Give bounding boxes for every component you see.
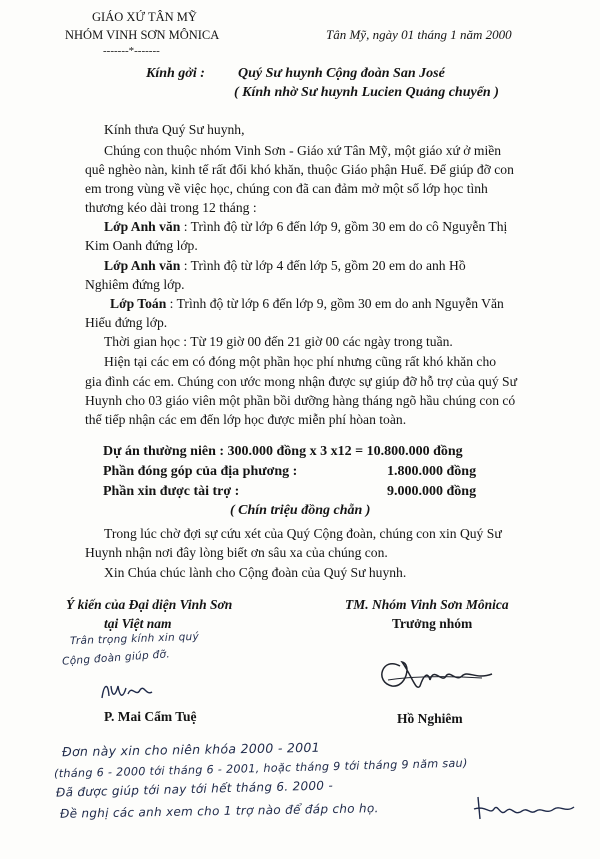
class-detail: : Trình độ từ lớp 6 đến lớp 9, gồm 30 em do anh Nguyễn Văn xyxy=(166,296,504,311)
intro-line: quê nghèo nàn, kinh tế rất đổi khó khăn, thuộc Giáo phận Huế. Để giúp đỡ con xyxy=(85,162,514,177)
left-sign-title-2: tại Việt nam xyxy=(104,616,172,631)
budget-in-words: ( Chín triệu đồng chẵn ) xyxy=(230,503,371,518)
recipient-via: ( Kính nhờ Sư huynh Lucien Quảng chuyển ) xyxy=(234,85,499,100)
request-line: Huynh cho 03 giáo viên một phần bồi dưỡng hàng tháng ngõ hầu chúng con có xyxy=(85,393,516,408)
class-detail: : Trình độ từ lớp 6 đến lớp 9, gồm 30 em do cô Nguyễn Thị xyxy=(180,219,508,234)
handwritten-note-line: Đã được giúp tới nay tới hết tháng 6. 2000 - xyxy=(55,778,334,800)
left-handwritten-note: Cộng đoàn giúp đỡ. xyxy=(61,648,171,668)
budget-annual: Dự án thường niên : 300.000 đồng x 3 x12 = 10.800.000 đồng xyxy=(103,444,463,459)
right-sign-name: Hồ Nghiêm xyxy=(397,711,463,726)
intro-line: thương kéo dài trong 12 tháng : xyxy=(85,200,257,215)
blessing: Xin Chúa chúc lành cho Cộng đoàn của Quý Sư huynh. xyxy=(104,565,407,580)
group-name: NHÓM VINH SƠN MÔNICA xyxy=(65,28,220,42)
budget-local-value: 1.800.000 đồng xyxy=(387,464,477,479)
bottom-signature-mark xyxy=(470,793,580,823)
class-detail-cont: Kim Oanh đứng lớp. xyxy=(85,238,198,253)
class-math xyxy=(110,294,504,313)
intro-line: Chúng con thuộc nhóm Vinh Sơn - Giáo xứ Tân Mỹ, một giáo xứ ở miền xyxy=(104,143,502,158)
left-handwritten-note: Trân trọng kính xin quý xyxy=(69,630,200,648)
request-line: gia đình các em. Chúng con ước mong nhận được sự giúp đỡ hỗ trợ của quý Sư xyxy=(85,374,517,389)
class-english-2 xyxy=(104,256,466,275)
parish-name: GIÁO XỨ TÂN MỸ xyxy=(92,10,197,24)
closing-line: Trong lúc chờ đợi sự cứu xét của Quý Cộng đoàn, chúng con xin Quý Sư xyxy=(104,526,502,541)
class-label: Lớp Anh văn xyxy=(104,258,181,273)
handwritten-note-line: Đơn này xin cho niên khóa 2000 - 2001 xyxy=(61,739,321,760)
closing-line: Huynh nhận nơi đây lòng biết ơn sâu xa của chúng con. xyxy=(85,545,388,560)
handwritten-note-line: (tháng 6 - 2000 tới tháng 6 - 2001, hoặc tháng 9 tới tháng 9 năm sau) xyxy=(53,756,468,781)
recipient: Quý Sư huynh Cộng đoàn San José xyxy=(238,66,445,81)
right-signature-mark xyxy=(372,646,512,698)
budget-local-label: Phần đóng góp của địa phương : xyxy=(103,464,298,479)
request-line: Hiện tại các em có đóng một phần học phí nhưng cũng rất khó khăn cho xyxy=(104,354,497,369)
request-line: thể tiếp nhận các em đến lớp học được miễn phí hòan toàn. xyxy=(85,412,407,427)
class-detail: : Trình độ từ lớp 4 đến lớp 5, gồm 20 em do anh Hồ xyxy=(180,258,466,273)
right-sign-title: TM. Nhóm Vinh Sơn Mônica xyxy=(345,597,509,612)
class-english-1 xyxy=(104,217,507,236)
right-sign-role: Trưởng nhóm xyxy=(392,616,473,631)
salutation: Kính thưa Quý Sư huynh, xyxy=(104,122,245,137)
place-date: Tân Mỹ, ngày 01 tháng 1 năm 2000 xyxy=(326,27,512,42)
intro-line: em trong vùng về việc học, chúng con đã can đảm mở một số lớp học tình xyxy=(85,181,488,196)
schedule: Thời gian học : Từ 19 giờ 00 đến 21 giờ 00 các ngày trong tuần. xyxy=(104,334,453,349)
budget-request-value: 9.000.000 đồng xyxy=(387,484,477,499)
address-label: Kính gởi : xyxy=(146,66,205,81)
left-sign-name: P. Mai Cẩm Tuệ xyxy=(104,709,197,724)
class-label: Lớp Anh văn xyxy=(104,219,181,234)
class-label: Lớp Toán xyxy=(110,296,167,311)
budget-request-label: Phần xin được tài trợ : xyxy=(103,484,240,499)
handwritten-note-line: Đề nghị các anh xem cho 1 trợ nào để đáp cho họ. xyxy=(59,801,379,821)
header-divider: -------*------- xyxy=(103,45,160,57)
left-sign-title: Ý kiến của Đại diện Vinh Sơn xyxy=(66,597,233,612)
left-signature-mark xyxy=(96,676,166,706)
class-detail-cont: Hiếu đứng lớp. xyxy=(85,315,168,330)
class-detail-cont: Nghiêm đứng lớp. xyxy=(85,277,185,292)
